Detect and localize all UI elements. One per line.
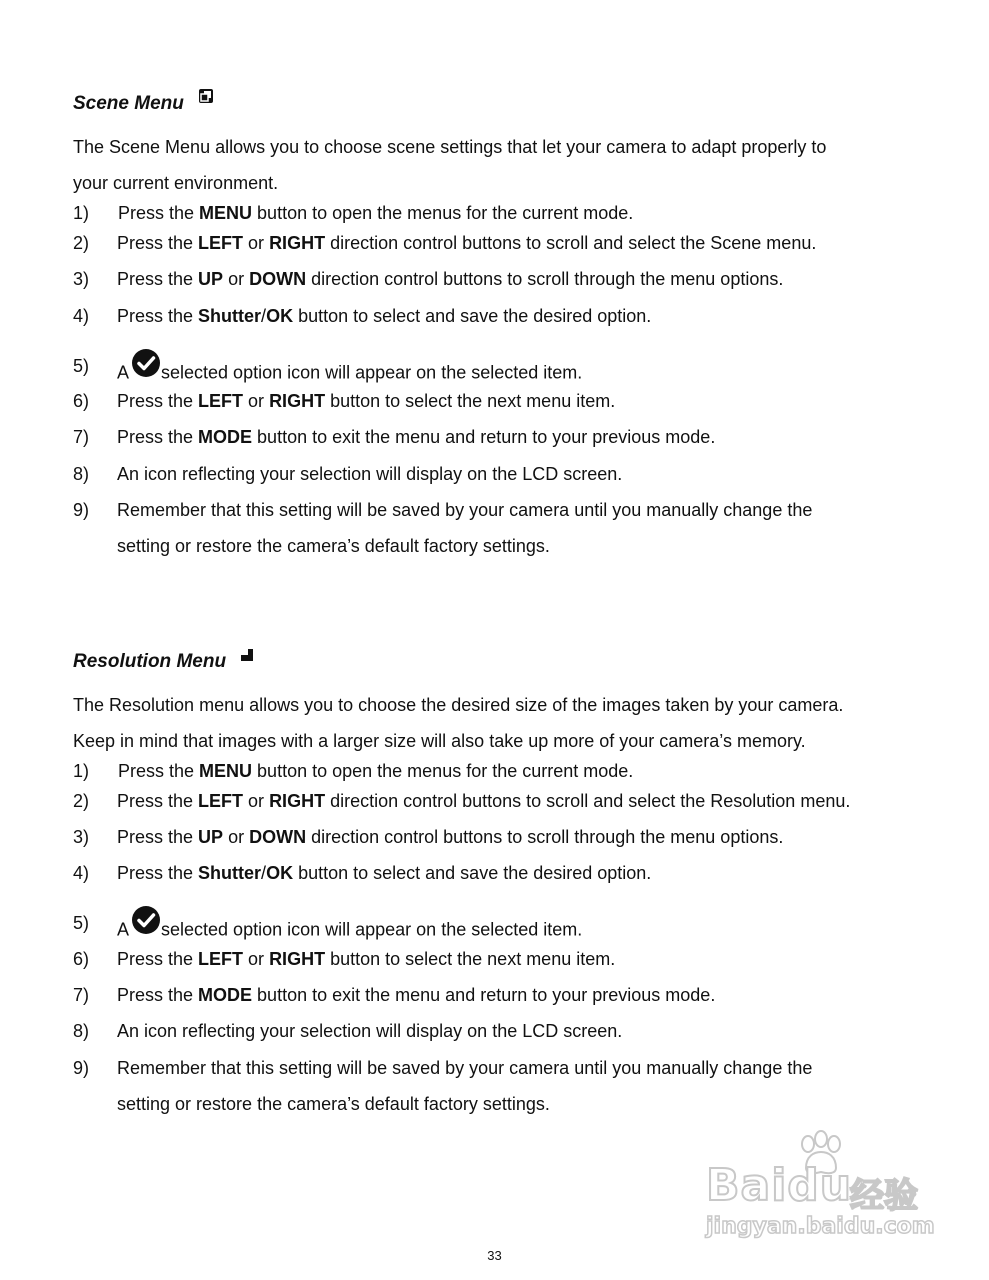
page-number: 33 <box>487 1248 502 1263</box>
scene-menu-title: Scene Menu <box>73 93 214 115</box>
scene-intro-line2: your current environment. <box>73 173 279 193</box>
checkmark-icon <box>131 905 161 940</box>
scene-step-9-continued: setting or restore the camera’s default factory settings. <box>117 536 550 556</box>
baidu-watermark: Baidu 经验 jingyan.baidu.com <box>700 1130 940 1240</box>
resolution-step-9-continued: setting or restore the camera’s default factory settings. <box>117 1094 550 1114</box>
manual-page: Scene Menu The Scene Menu allows you to choose scene settings that let your camera to adapt properly to your current environment. 1) Press the MENU button to open the menus for the current mode. 2) Press the LEFT or RIGHT direction control buttons to scroll and select the Scene menu. 3) Press the UP or DOWN direction control buttons to scroll through the menu options. 4) Press the Shutter/OK button to select and save the desired option. 5) A selected option icon will appear on the selected item. 6) Press the LEFT or RIGHT button to select the next menu item. 7) Press the MODE button to exit the menu and return to your previous mode. 8) An icon reflecting your selection will display on the LCD screen. 9) Remember that this setting will be saved by your camera until you manually change the setting or restore the camera’s default factory settings. Resolution Menu The Resolution menu allows you to choose the desired size of the images taken by your camera. Keep in mind that images with a larger size will also take up more of your camera’s memory. 1) Press the MENU button to open the menus for the current mode. 2) Press the LEFT or RIGHT direction control buttons to scroll and select the Resolution menu. 3) Press the UP or DOWN direction control buttons to scroll through the menu options. 4) Press the Shutter/OK button to select and save the desired option. 5) A selected option icon will appear on the selected item. 6) Press the LEFT or RIGHT button to select the next menu item. 7) Press the MODE button to exit the menu and return to your previous mode. 8) An icon reflecting your selection will display on the LCD screen. 9) Remember that this setting will be saved by your camera until you manually change the setting or restore the camera’s default factory settings. Baidu 经验 jingyan.baidu.com 33 <box>0 0 989 1280</box>
resolution-intro-line2: Keep in mind that images with a larger size will also take up more of your camera’s memory. <box>73 731 806 751</box>
checkmark-icon <box>131 348 161 383</box>
resolution-icon <box>240 646 254 668</box>
scene-intro-line1: The Scene Menu allows you to choose scene settings that let your camera to adapt properly to <box>73 137 827 157</box>
resolution-menu-title: Resolution Menu <box>73 651 254 673</box>
resolution-intro-line1: The Resolution menu allows you to choose the desired size of the images taken by your camera. <box>73 695 844 715</box>
scene-icon <box>198 88 214 110</box>
